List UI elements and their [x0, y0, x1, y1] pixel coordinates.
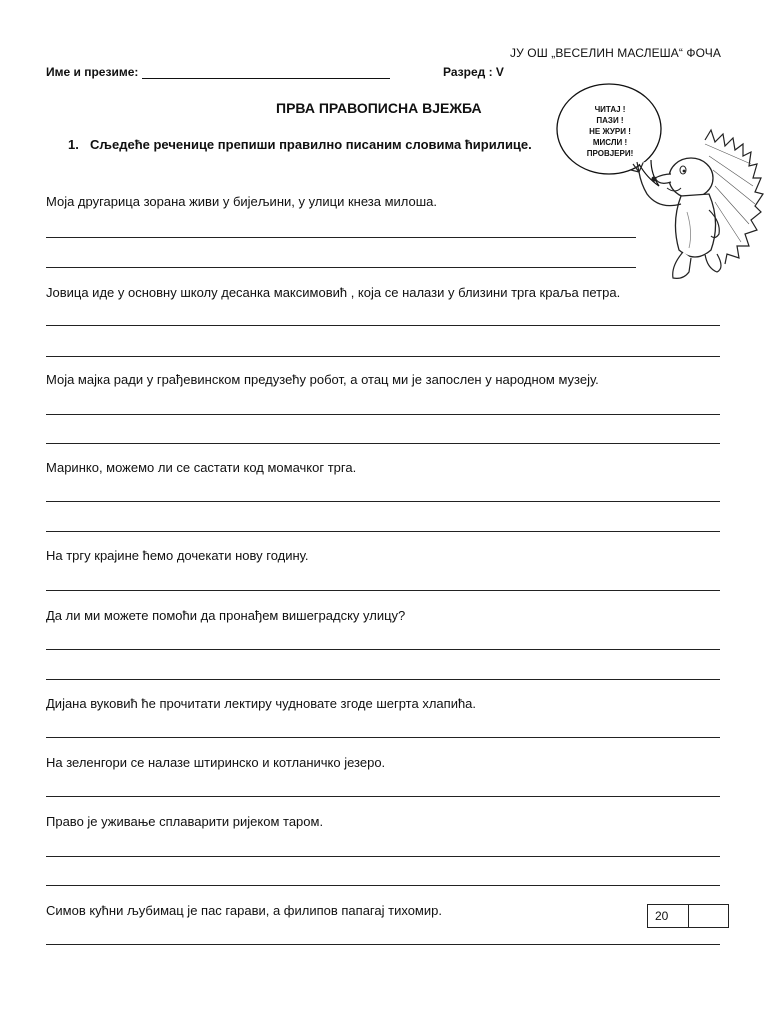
score-max: 20 — [655, 909, 669, 923]
writing-line[interactable] — [46, 944, 720, 945]
writing-line[interactable] — [46, 356, 720, 357]
sentence-7: Дијана вуковић ће прочитати лектиру чудновате згоде шегрта хлапића. — [46, 696, 477, 711]
instruction-number: 1. — [68, 137, 79, 152]
grade-label: Разред : V — [443, 65, 504, 79]
instruction — [68, 137, 532, 152]
sentence-3: Моја мајка ради у грађевинском предузећу робот, а отац ми је запослен у народном музеју. — [46, 372, 599, 387]
score-earned[interactable] — [688, 905, 728, 927]
writing-line[interactable] — [46, 856, 720, 857]
bubble-text — [580, 104, 640, 164]
writing-line[interactable] — [46, 531, 720, 532]
bubble-line: ПРОВЈЕРИ! — [586, 149, 634, 158]
bubble-line: НЕ ЖУРИ ! — [589, 127, 631, 136]
page-title: ПРВА ПРАВОПИСНА ВЈЕЖБА — [276, 100, 482, 116]
writing-line[interactable] — [46, 796, 720, 797]
name-blank-line — [142, 66, 390, 79]
sentence-6: Да ли ми можете помоћи да пронађем вишеградску улицу? — [46, 608, 406, 623]
bubble-line: МИСЛИ ! — [592, 138, 628, 147]
sentence-1: Моја другарица зорана живи у бијељини, у улици кнеза милоша. — [46, 194, 438, 209]
bubble-line: ЧИТАЈ ! — [594, 105, 626, 114]
writing-line[interactable] — [46, 501, 720, 502]
writing-line[interactable] — [46, 885, 720, 886]
sentence-4: Маринко, можемо ли се састати код момачког трга. — [46, 460, 357, 475]
writing-line[interactable] — [46, 679, 720, 680]
name-field — [46, 65, 390, 79]
name-label: Име и презиме: — [46, 65, 139, 79]
bubble-line: ПАЗИ ! — [596, 116, 624, 125]
writing-line[interactable] — [46, 237, 636, 238]
writing-line[interactable] — [46, 414, 720, 415]
sentence-2: Јовица иде у основну школу десанка максимовић , која се налази у близини трга краља петра. — [46, 285, 621, 300]
writing-line[interactable] — [46, 267, 636, 268]
writing-line[interactable] — [46, 325, 720, 326]
sentence-9: Право је уживање сплаварити ријеком таром. — [46, 814, 324, 829]
sentence-10: Симов кућни љубимац је пас гарави, а филипов папагај тихомир. — [46, 903, 442, 918]
instruction-text: Сљедеће реченице препиши правилно писаним словима ћирилице. — [90, 137, 532, 152]
writing-line[interactable] — [46, 443, 720, 444]
writing-line[interactable] — [46, 737, 720, 738]
school-name: ЈУ ОШ „ВЕСЕЛИН МАСЛЕША“ ФОЧА — [510, 46, 722, 60]
score-box — [647, 904, 729, 928]
sentence-8: На зеленгори се налазе штиринско и котланичко језеро. — [46, 755, 386, 770]
writing-line[interactable] — [46, 590, 720, 591]
writing-line[interactable] — [46, 649, 720, 650]
sentence-5: На тргу крајине ћемо дочекати нову годину. — [46, 548, 309, 563]
